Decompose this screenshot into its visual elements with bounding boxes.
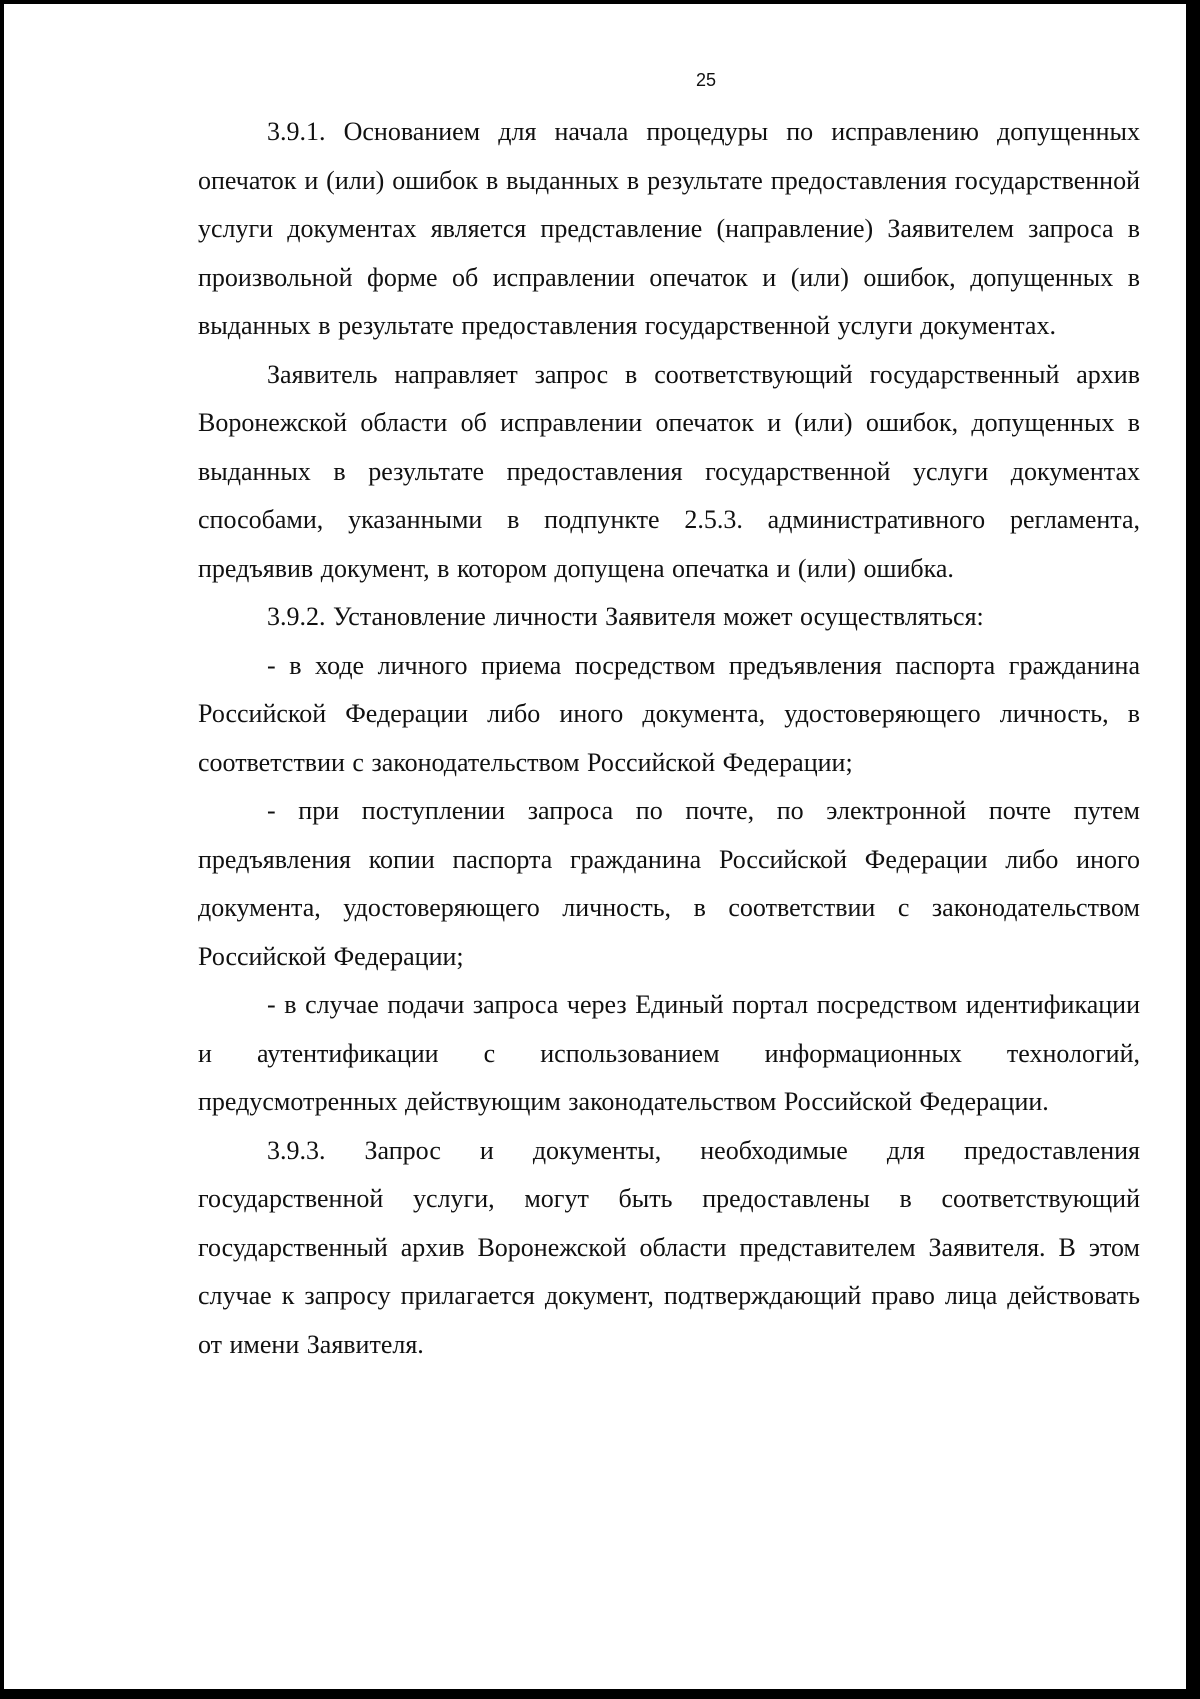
paragraph-3-9-3: 3.9.3. Запрос и документы, необходимые для предоставления государственной услуги, могут быть предоставлены в соответствующий государственный архив Воронежской области представителем Заявителя. В этом случае к запросу прилагается документ, подтверждающий право лица действовать от имени Заявителя. xyxy=(198,1135,1140,1359)
page-number: 25 xyxy=(695,70,717,90)
document-page xyxy=(198,66,1140,1369)
list-item-mail-request: - при поступлении запроса по почте, по электронной почте путем предъявления копии паспорта гражданина Российской Федерации либо иного документа, удостоверяющего личность, в соответствии с законодательством Российской Федерации; xyxy=(198,796,1140,971)
paragraph-applicant-request: Заявитель направляет запрос в соответствующий государственный архив Воронежской области об исправлении опечаток и (или) ошибок, допущенных в выданных в результате предоставления государственной услуги документах способами, указанными в подпункте 2.5.3. административного регламента, предъявив документ, в котором допущена опечатка и (или) ошибка. xyxy=(198,359,1140,583)
paragraph-3-9-2: 3.9.2. Установление личности Заявителя может осуществляться: xyxy=(267,602,984,631)
list-item-unified-portal: - в случае подачи запроса через Единый портал посредством идентификации и аутентификации с использованием информационных технологий, предусмотренных действующим законодательством Российской Федерации. xyxy=(198,990,1140,1116)
list-item-personal-reception: - в ходе личного приема посредством предъявления паспорта гражданина Российской Федерации либо иного документа, удостоверяющего личность, в соответствии с законодательством Российской Федерации; xyxy=(198,650,1140,777)
paragraph-3-9-1: 3.9.1. Основанием для начала процедуры по исправлению допущенных опечаток и (или) ошибок в выданных в результате предоставления государственной услуги документах является представление (направление) Заявителем запроса в произвольной форме об исправлении опечаток и (или) ошибок, допущенных в выданных в результате предоставления государственной услуги документах. xyxy=(198,117,1140,340)
